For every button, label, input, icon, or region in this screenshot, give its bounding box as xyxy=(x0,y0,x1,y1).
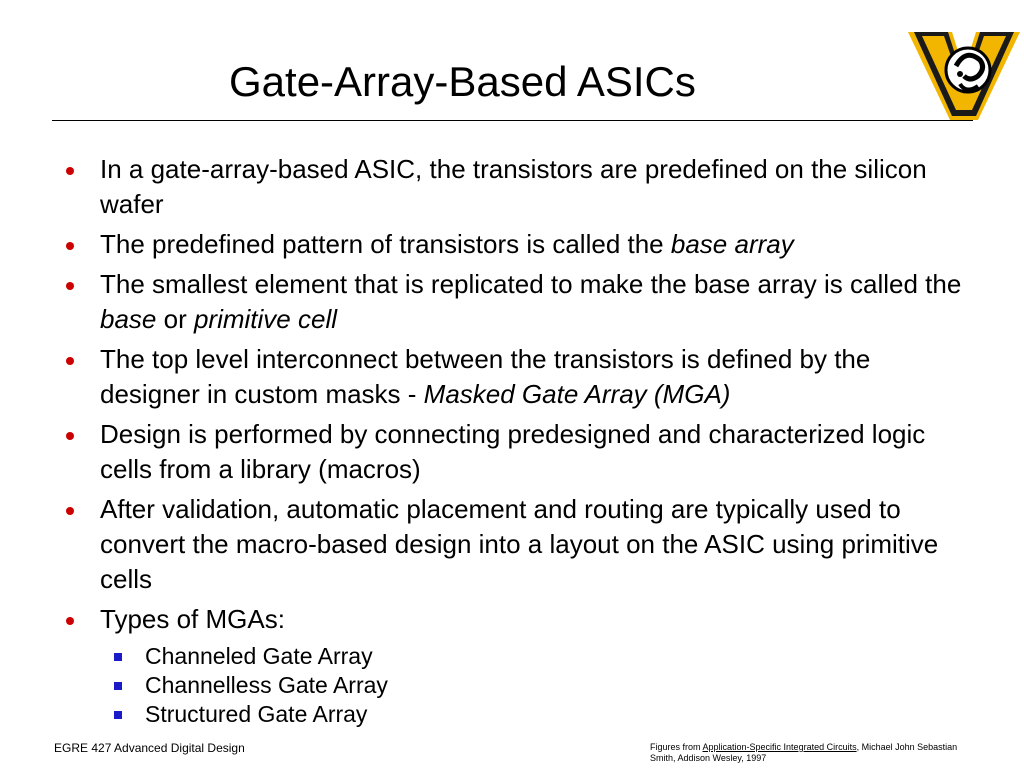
title-divider xyxy=(52,120,973,121)
square-bullet-icon xyxy=(114,682,122,690)
bullet-dot-icon xyxy=(66,617,74,625)
bullet-list xyxy=(60,152,970,729)
bullet-text: The smallest element that is replicated to make the base array is called the xyxy=(100,269,962,299)
bullet-dot-icon xyxy=(66,167,74,175)
bullet-item xyxy=(60,417,970,487)
sub-bullet-item xyxy=(60,642,970,671)
bullet-dot-icon xyxy=(66,242,74,250)
bullet-text: The top level interconnect between the transistors is defined by the designer in custom masks - xyxy=(100,344,871,409)
citation-footer xyxy=(650,742,980,764)
sub-bullet-text: Channeled Gate Array xyxy=(145,643,373,669)
bullet-text: In a gate-array-based ASIC, the transistors are predefined on the silicon wafer xyxy=(100,154,927,219)
ram-v-logo-icon xyxy=(908,30,1020,122)
bullet-item xyxy=(60,267,970,337)
bullet-item xyxy=(60,602,970,637)
sub-bullet-text: Structured Gate Array xyxy=(145,701,368,727)
citation-prefix: Figures from xyxy=(650,742,703,752)
bullet-dot-icon xyxy=(66,507,74,515)
square-bullet-icon xyxy=(114,653,122,661)
bullet-text: Design is performed by connecting predesigned and characterized logic cells from a library (macros) xyxy=(100,419,926,484)
bullet-item xyxy=(60,227,970,262)
bullet-text: After validation, automatic placement and routing are typically used to convert the macro-based design into a layout on the ASIC using primitive cells xyxy=(100,494,939,594)
slide-title: Gate-Array-Based ASICs xyxy=(229,58,696,105)
bullet-text: The predefined pattern of transistors is called the xyxy=(100,229,671,259)
citation-book-link[interactable]: Application-Specific Integrated Circuits xyxy=(702,742,857,752)
citation-suffix: , Michael John Sebastian Smith, Addison Wesley, 1997 xyxy=(650,742,958,763)
bullet-item xyxy=(60,492,970,597)
bullet-dot-icon xyxy=(66,282,74,290)
bullet-emphasis: base array xyxy=(670,229,794,259)
sub-bullet-text: Channelless Gate Array xyxy=(145,672,388,698)
sub-bullet-list xyxy=(60,642,970,729)
sub-bullet-item xyxy=(60,700,970,729)
bullet-text: or xyxy=(156,304,194,334)
sub-bullet-item xyxy=(60,671,970,700)
course-footer: EGRE 427 Advanced Digital Design xyxy=(54,741,245,755)
bullet-text: Types of MGAs: xyxy=(100,604,285,634)
bullet-item xyxy=(60,152,970,222)
square-bullet-icon xyxy=(114,711,122,719)
bullet-dot-icon xyxy=(66,357,74,365)
bullet-emphasis: primitive cell xyxy=(193,304,337,334)
bullet-dot-icon xyxy=(66,432,74,440)
bullet-emphasis: base xyxy=(100,304,157,334)
bullet-emphasis: Masked Gate Array (MGA) xyxy=(423,379,731,409)
bullet-item xyxy=(60,342,970,412)
